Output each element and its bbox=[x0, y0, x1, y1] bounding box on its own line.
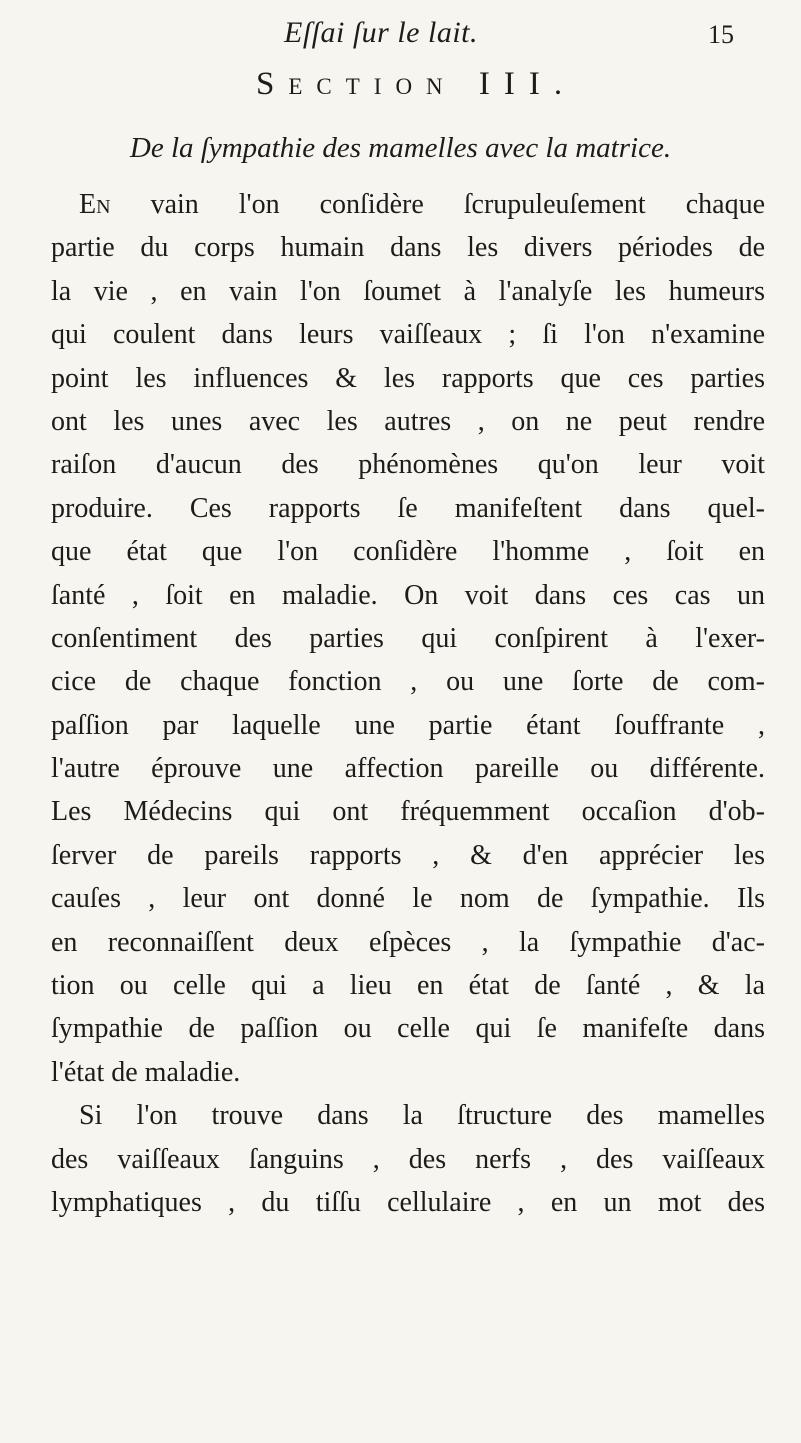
text-line: paſſion par laquelle une partie étant ſouffrante , bbox=[51, 709, 765, 741]
text-line: qui coulent dans leurs vaiſſeaux ; ſi l'on n'examine bbox=[51, 319, 765, 351]
text-line: Si l'on trouve dans la ſtructure des mamelles bbox=[79, 1100, 765, 1132]
text-line: que état que l'on conſidère l'homme , ſoit en bbox=[51, 536, 765, 568]
text-line: ſympathie de paſſion ou celle qui ſe manifeſte dans bbox=[51, 1013, 765, 1045]
text-line: l'autre éprouve une affection pareille ou différente. bbox=[51, 753, 765, 785]
text-line: raiſon d'aucun des phénomènes qu'on leur voit bbox=[51, 449, 765, 481]
text-line: ont les unes avec les autres , on ne peut rendre bbox=[51, 405, 765, 437]
text-line: partie du corps humain dans les divers périodes de bbox=[51, 232, 765, 264]
text-line: ſerver de pareils rapports , & d'en apprécier les bbox=[51, 839, 765, 871]
text-line: en reconnaiſſent deux eſpèces , la ſympathie d'ac- bbox=[51, 926, 765, 958]
text-line: Les Médecins qui ont fréquemment occaſion d'ob- bbox=[51, 796, 765, 828]
text-line: la vie , en vain l'on ſoumet à l'analyſe les humeurs bbox=[51, 275, 765, 307]
section-subtitle: De la ſympathie des mamelles avec la matrice. bbox=[129, 132, 672, 164]
body-text bbox=[51, 183, 765, 1224]
running-head bbox=[0, 16, 801, 52]
text-line: conſentiment des parties qui conſpirent à l'exer- bbox=[51, 622, 765, 654]
running-title: Eſſai ſur le lait. bbox=[284, 16, 478, 49]
text-line: produire. Ces rapports ſe manifeſtent dans quel- bbox=[51, 492, 765, 524]
page-number: 15 bbox=[708, 20, 734, 49]
text-line: cice de chaque fonction , ou une ſorte de com- bbox=[51, 666, 765, 698]
section-heading: Section III. bbox=[256, 66, 577, 102]
drop-word: En bbox=[79, 189, 111, 220]
text-line: En vain l'on conſidère ſcrupuleuſement chaque bbox=[79, 189, 765, 220]
text-line: lymphatiques , du tiſſu cellulaire , en un mot des bbox=[51, 1186, 765, 1218]
text-line: des vaiſſeaux ſanguins , des nerfs , des vaiſſeaux bbox=[51, 1143, 765, 1175]
text-line: point les influences & les rapports que ces parties bbox=[51, 362, 765, 394]
text-line: cauſes , leur ont donné le nom de ſympathie. Ils bbox=[51, 883, 765, 915]
text-line: l'état de maladie. bbox=[51, 1056, 241, 1088]
text-line: tion ou celle qui a lieu en état de ſanté , & la bbox=[51, 970, 765, 1002]
text-line: ſanté , ſoit en maladie. On voit dans ces cas un bbox=[51, 579, 765, 611]
